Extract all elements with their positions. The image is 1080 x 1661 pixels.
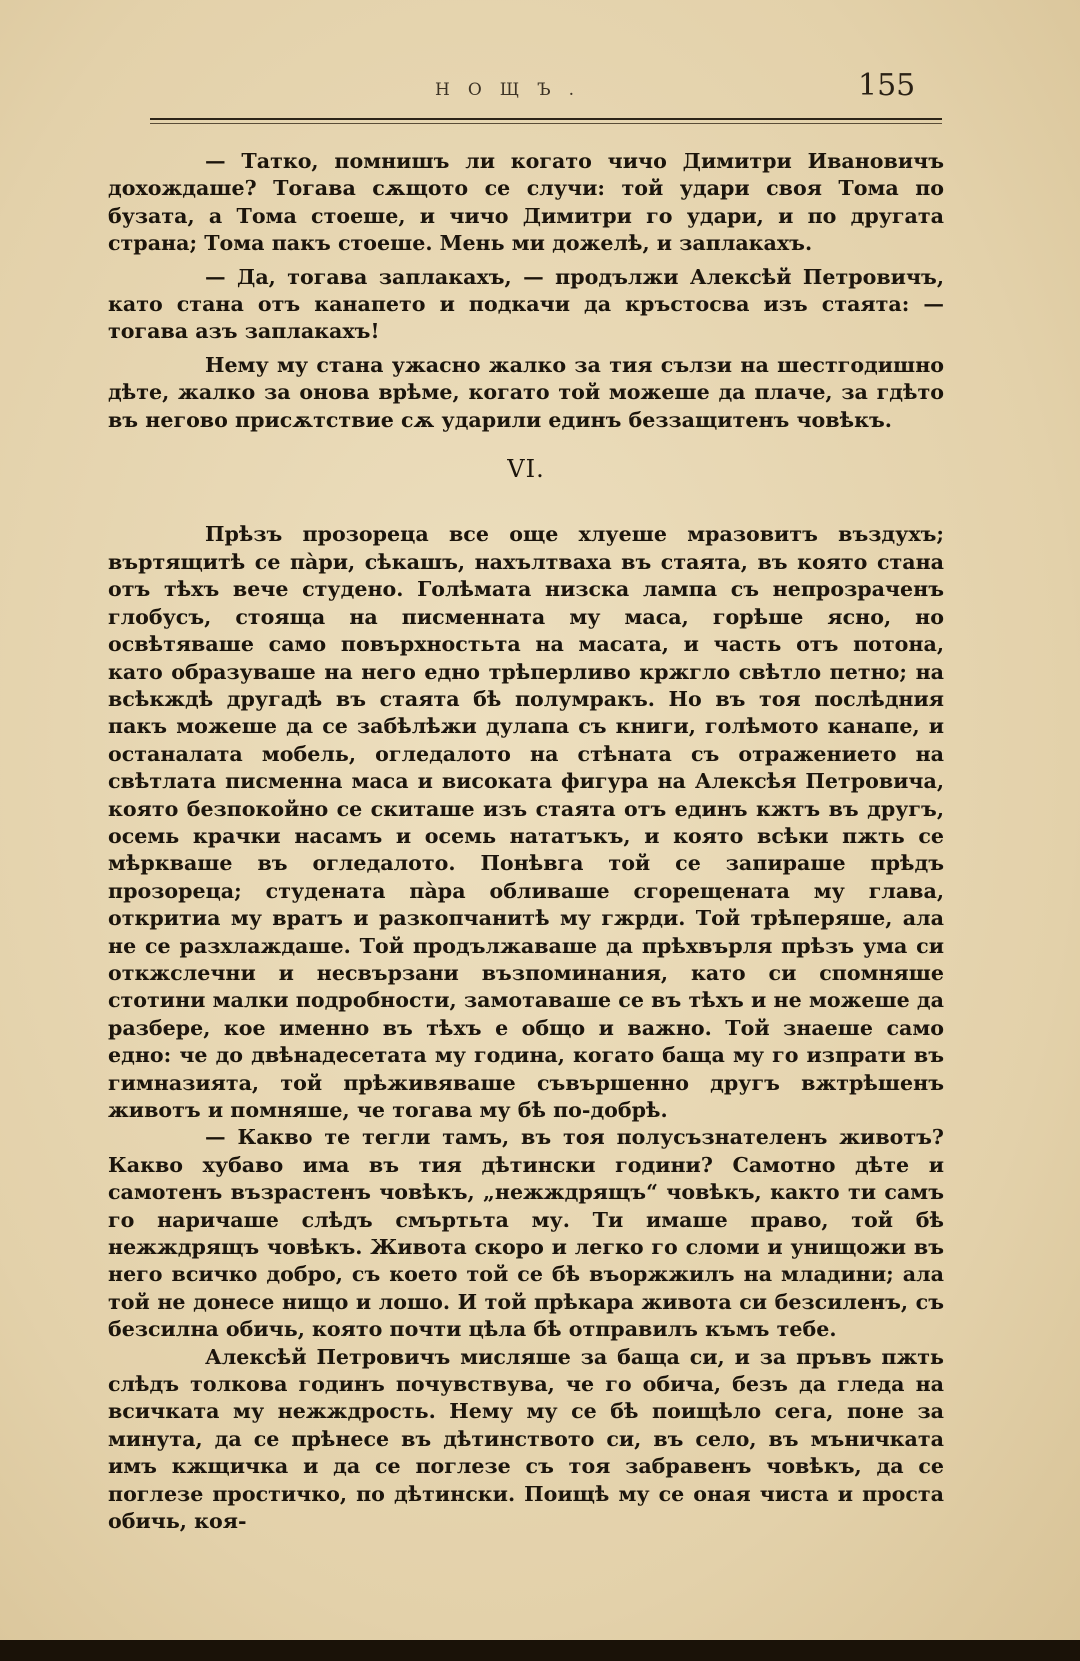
- section-heading: VI.: [507, 455, 545, 484]
- header-rule-thin: [150, 123, 942, 124]
- paragraph: — Какво те тегли тамъ, въ тоя полусъзнателенъ животъ? Какво хубаво има въ тия дѣтински години? Самотно дѣте и самотенъ възрастенъ човѣкъ, „нежждрящъ“ човѣкъ, както ти самъ го наричаше слѣдъ смъртьта му. Ти имаше право, той бѣ нежждрящъ човѣкъ. Живота скоро и легко го сломи и унищожи въ него всичко добро, съ което той се бѣ въоржжилъ на младини; ала той не донесе нищо и лошо. И той прѣкара живота си безсиленъ, съ безсилна обичь, която почти цѣла бѣ отправилъ къмъ тебе.: [108, 1125, 944, 1342]
- running-title: НОЩЪ.: [435, 80, 593, 100]
- page-number: 155: [858, 68, 916, 103]
- paragraph: — Татко, помнишъ ли когато чичо Димитри Ивановичъ дохождаше? Тогава сѫщото се случи: той удари своя Тома по бузата, а Тома стоеше, и чичо Димитри го удари, и по другата страна; Тома пакъ стоеше. Мень ми дожелѣ, и заплакахъ.: [108, 149, 944, 256]
- paragraph: — Да, тогава заплакахъ, — продължи Алексѣй Петровичъ, като стана отъ канапето и подкачи да кръстосва изъ стаята: — тогава азъ заплакахъ!: [108, 264, 944, 344]
- paragraph: Прѣзъ прозореца все още хлуеше мразовитъ въздухъ; въртящитѣ се пàри, сѣкашъ, нахълтваха въ стаята, въ която стана отъ тѣхъ вече студено. Голѣмата низска лампа съ непрозраченъ глобусъ, стояща на писменната му маса, горѣше ясно, но освѣтяваше само повърхностьта на масата, и часть отъ потона, като образуваше на него едно трѣперливо кржгло свѣтло петно; на всѣкждѣ другадѣ въ стаята бѣ полумракъ. Но въ тоя послѣдния пакъ можеше да се забѣлѣжи дулапа съ книги, голѣмото канапе, и останалата мобель, огледалото на стѣната съ отражението на свѣтлата писменна маса и високата фигура на Алексѣя Петровича, която безпокойно се скиташе изъ стаята отъ единъ кжтъ въ другъ, осемь крачки насамъ и осемь нататъкъ, и която всѣки пжть се мѣркваше въ огледалото. Понѣвга той се запираше прѣдъ прозореца; студената пàра обливаше сгорещената му глава, откритиа му вратъ и разкопчанитѣ му гжрди. Той трѣперяше, ала не се разхлаждаше. Той продължаваше да прѣхвърля прѣзъ ума си откжслечни и несвързани възпоминания, като си спомняше стотини малки подробности, замотаваше се въ тѣхъ и не можеше да разбере, кое именно въ тѣхъ е общо и важно. Той знаеше само едно: че до двѣнадесетата му година, когато баща му го изпрати въ гимназията, той прѣживяваше съвършенно другъ вжтрѣшенъ животъ и помняше, че тогава му бѣ по-добрѣ.: [108, 522, 944, 1122]
- paragraph: Алексѣй Петровичъ мисляше за баща си, и за пръвъ пжть слѣдъ толкова годинъ почувствува, че го обича, безъ да гледа на всичката му нежждрость. Нему му се бѣ поищѣло сега, поне за минута, да се прѣнесе въ дѣтинството си, въ село, въ мъничката имъ кжщичка и да се поглезе съ тоя забравенъ човѣкъ, да се поглезе простичко, по дѣтински. Поищѣ му се оная чиста и проста обичь, коя-: [108, 1344, 944, 1534]
- page-bottom-edge: [0, 1640, 1080, 1661]
- page-header: [150, 68, 940, 114]
- body-text: [108, 148, 944, 1536]
- paragraph: Нему му стана ужасно жалко за тия сълзи на шестгодишно дѣте, жалко за онова врѣме, когато той можеше да плаче, за гдѣто въ негово присѫтствие сѫ ударили единъ беззащитенъ човѣкъ.: [108, 352, 944, 432]
- header-rule: [150, 118, 942, 120]
